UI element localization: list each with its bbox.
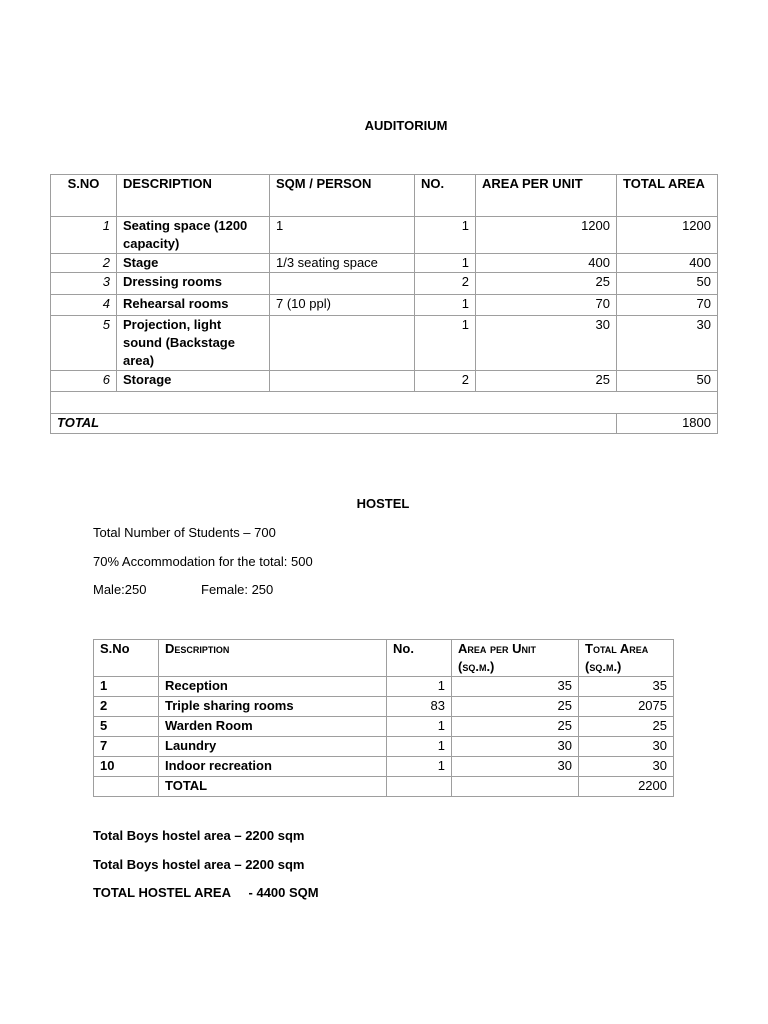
table-row <box>51 273 718 295</box>
empty-cell <box>387 777 452 797</box>
male-count-text: Male:250 <box>93 582 147 597</box>
total-label: TOTAL <box>51 414 617 434</box>
cell-sno: 2 <box>94 697 159 717</box>
cell-area-per-unit: 1200 <box>476 217 617 254</box>
header-no: NO. <box>415 175 476 217</box>
cell-sqm: 1 <box>270 217 415 254</box>
empty-cell <box>452 777 579 797</box>
cell-sno: 10 <box>94 757 159 777</box>
students-total-text: Total Number of Students – 700 <box>93 525 276 540</box>
auditorium-table <box>50 174 718 434</box>
cell-total-area: 30 <box>617 316 718 371</box>
cell-area-per-unit: 35 <box>452 677 579 697</box>
header-sqm-person: SQM / PERSON <box>270 175 415 217</box>
cell-area-per-unit: 400 <box>476 254 617 273</box>
header-description: DESCRIPTION <box>117 175 270 217</box>
cell-no: 83 <box>387 697 452 717</box>
cell-area-per-unit: 25 <box>452 717 579 737</box>
cell-sno: 6 <box>51 371 117 392</box>
accommodation-text: 70% Accommodation for the total: 500 <box>93 554 313 569</box>
cell-no: 1 <box>387 757 452 777</box>
table-row <box>94 717 674 737</box>
cell-sno: 7 <box>94 737 159 757</box>
cell-no: 1 <box>387 717 452 737</box>
cell-total-area: 70 <box>617 295 718 316</box>
summary-line: Total Boys hostel area – 2200 sqm <box>93 828 305 843</box>
cell-total-area: 2075 <box>579 697 674 717</box>
hostel-title: HOSTEL <box>356 496 410 511</box>
hostel-table <box>93 639 674 797</box>
cell-no: 1 <box>387 737 452 757</box>
cell-sqm <box>270 316 415 371</box>
cell-sno: 2 <box>51 254 117 273</box>
header-total-area: Total Area (sq.m.) <box>579 640 674 677</box>
empty-cell <box>94 777 159 797</box>
cell-total-area: 30 <box>579 757 674 777</box>
cell-description: Warden Room <box>159 717 387 737</box>
cell-sqm: 7 (10 ppl) <box>270 295 415 316</box>
cell-sno: 5 <box>51 316 117 371</box>
header-sno: S.No <box>94 640 159 677</box>
cell-description: Storage <box>117 371 270 392</box>
cell-area-per-unit: 25 <box>476 371 617 392</box>
table-row <box>94 697 674 717</box>
cell-sno: 1 <box>51 217 117 254</box>
cell-description: Laundry <box>159 737 387 757</box>
header-area-per-unit: AREA PER UNIT <box>476 175 617 217</box>
cell-no: 1 <box>387 677 452 697</box>
cell-no: 2 <box>415 371 476 392</box>
cell-area-per-unit: 30 <box>452 737 579 757</box>
cell-no: 1 <box>415 295 476 316</box>
cell-sqm: 1/3 seating space <box>270 254 415 273</box>
cell-sqm <box>270 371 415 392</box>
table-row <box>94 677 674 697</box>
cell-area-per-unit: 25 <box>476 273 617 295</box>
cell-no: 1 <box>415 316 476 371</box>
total-row <box>94 777 674 797</box>
cell-total-area: 35 <box>579 677 674 697</box>
cell-total-area: 50 <box>617 273 718 295</box>
cell-no: 1 <box>415 254 476 273</box>
cell-no: 1 <box>415 217 476 254</box>
cell-description: Rehearsal rooms <box>117 295 270 316</box>
cell-total-area: 30 <box>579 737 674 757</box>
cell-description: Triple sharing rooms <box>159 697 387 717</box>
header-description: Description <box>159 640 387 677</box>
table-row-empty <box>51 392 718 414</box>
header-no: No. <box>387 640 452 677</box>
table-row <box>51 254 718 273</box>
empty-cell <box>51 392 718 414</box>
cell-area-per-unit: 25 <box>452 697 579 717</box>
cell-no: 2 <box>415 273 476 295</box>
cell-sno: 1 <box>94 677 159 697</box>
summary-line: TOTAL HOSTEL AREA - 4400 SQM <box>93 885 319 900</box>
header-area-per-unit: Area per Unit (sq.m.) <box>452 640 579 677</box>
cell-description: Indoor recreation <box>159 757 387 777</box>
table-row <box>94 737 674 757</box>
table-header-row <box>94 640 674 677</box>
cell-area-per-unit: 30 <box>476 316 617 371</box>
table-row <box>94 757 674 777</box>
total-label: TOTAL <box>159 777 387 797</box>
cell-description: Dressing rooms <box>117 273 270 295</box>
table-row <box>51 371 718 392</box>
cell-description: Seating space (1200 capacity) <box>117 217 270 254</box>
cell-sqm <box>270 273 415 295</box>
header-total-area: TOTAL AREA <box>617 175 718 217</box>
female-count-text: Female: 250 <box>201 582 274 597</box>
cell-area-per-unit: 70 <box>476 295 617 316</box>
table-row <box>51 316 718 371</box>
cell-total-area: 25 <box>579 717 674 737</box>
cell-area-per-unit: 30 <box>452 757 579 777</box>
cell-sno: 4 <box>51 295 117 316</box>
cell-total-area: 1200 <box>617 217 718 254</box>
cell-total-area: 400 <box>617 254 718 273</box>
total-value: 2200 <box>579 777 674 797</box>
cell-sno: 5 <box>94 717 159 737</box>
cell-description: Reception <box>159 677 387 697</box>
summary-line: Total Boys hostel area – 2200 sqm <box>93 857 305 872</box>
total-row <box>51 414 718 434</box>
auditorium-title: AUDITORIUM <box>364 118 448 133</box>
total-value: 1800 <box>617 414 718 434</box>
table-row <box>51 295 718 316</box>
table-header-row <box>51 175 718 217</box>
table-row <box>51 217 718 254</box>
cell-sno: 3 <box>51 273 117 295</box>
cell-total-area: 50 <box>617 371 718 392</box>
cell-description: Stage <box>117 254 270 273</box>
header-sno: S.NO <box>51 175 117 217</box>
cell-description: Projection, light sound (Backstage area) <box>117 316 270 371</box>
